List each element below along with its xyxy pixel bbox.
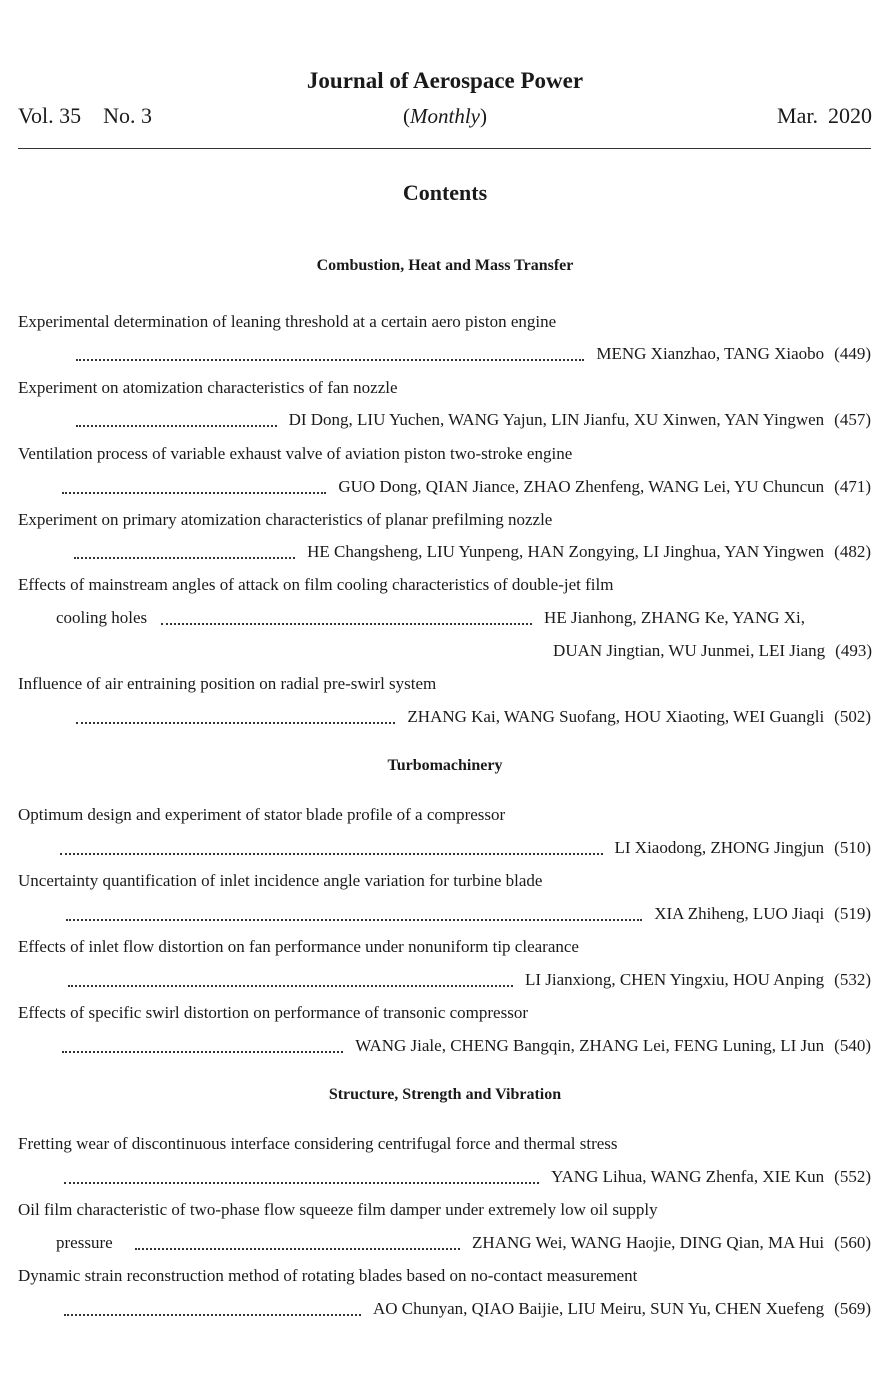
article-title-continued: cooling holes	[56, 608, 148, 627]
page-number: (552)	[834, 1167, 871, 1186]
article-authors: HE Jianhong, ZHANG Ke, YANG Xi,	[544, 608, 805, 627]
page-number: (493)	[835, 641, 872, 660]
article-authors-row	[18, 1034, 871, 1058]
article-authors-row	[553, 639, 872, 663]
issue-month: Mar.	[777, 103, 818, 128]
article-title: Effects of specific swirl distortion on performance of transonic compressor	[18, 1003, 528, 1022]
page-number: (532)	[834, 970, 871, 989]
dot-leader	[66, 919, 642, 921]
article-authors-continued: DUAN Jingtian, WU Junmei, LEI Jiang	[553, 641, 826, 660]
section-title: Structure, Strength and Vibration	[328, 1086, 562, 1103]
article-authors-row	[18, 836, 871, 860]
volume: Vol. 35	[18, 103, 82, 128]
header-rule	[18, 148, 871, 149]
contents-title: Contents	[402, 180, 488, 205]
page-number: (502)	[834, 707, 871, 726]
article-authors-row	[18, 1297, 871, 1321]
dot-leader	[76, 425, 277, 427]
article-title: Oil film characteristic of two-phase flow squeeze film damper under extremely low oil supply	[18, 1200, 658, 1219]
dot-leader	[76, 722, 395, 724]
article-title: Uncertainty quantification of inlet incidence angle variation for turbine blade	[18, 871, 543, 890]
journal-title: Journal of Aerospace Power	[306, 68, 584, 93]
page-number: (540)	[834, 1036, 871, 1055]
dot-leader	[64, 1314, 361, 1316]
article-authors: XIA Zhiheng, LUO Jiaqi	[654, 904, 825, 923]
article-authors-row	[18, 540, 871, 564]
article-authors: ZHANG Kai, WANG Suofang, HOU Xiaoting, WEI Guangli	[407, 707, 825, 726]
article-authors-row	[18, 1165, 871, 1189]
issue-year: 2020	[828, 103, 872, 128]
section-title: Turbomachinery	[387, 757, 503, 774]
article-authors: GUO Dong, QIAN Jiance, ZHAO Zhenfeng, WANG Lei, YU Chuncun	[338, 477, 825, 496]
journal-header	[0, 0, 890, 160]
issue-date	[777, 101, 872, 131]
article-title: Experiment on primary atomization characteristics of planar prefilming nozzle	[18, 510, 553, 529]
article-authors-row	[18, 902, 871, 926]
article-authors-row	[18, 342, 871, 366]
page-number: (560)	[834, 1233, 871, 1252]
issue-number: No. 3	[103, 103, 153, 128]
dot-leader	[62, 492, 326, 494]
page-number: (510)	[834, 838, 871, 857]
dot-leader	[64, 1182, 539, 1184]
article-authors: WANG Jiale, CHENG Bangqin, ZHANG Lei, FENG Luning, LI Jun	[355, 1036, 825, 1055]
article-authors: AO Chunyan, QIAO Baijie, LIU Meiru, SUN Yu, CHEN Xuefeng	[372, 1299, 825, 1318]
article-title: Fretting wear of discontinuous interface considering centrifugal force and thermal stress	[18, 1134, 618, 1153]
frequency: (Monthly)	[403, 104, 487, 128]
article-authors-row	[18, 475, 871, 499]
article-authors-row	[18, 408, 871, 432]
page-number: (457)	[834, 410, 871, 429]
article-title: Dynamic strain reconstruction method of rotating blades based on no-contact measurement	[18, 1266, 638, 1285]
article-authors: MENG Xianzhao, TANG Xiaobo	[596, 344, 825, 363]
dot-leader	[161, 623, 532, 625]
page-number: (482)	[834, 542, 871, 561]
article-authors-row	[18, 606, 871, 630]
article-title-continued: pressure	[56, 1233, 113, 1252]
article-authors-row	[18, 1231, 871, 1255]
page-number: (471)	[834, 477, 871, 496]
article-authors: LI Jianxiong, CHEN Yingxiu, HOU Anping	[524, 970, 825, 989]
dot-leader	[135, 1248, 460, 1250]
frequency-label: Monthly	[410, 104, 480, 128]
section-title: Combustion, Heat and Mass Transfer	[316, 257, 574, 274]
article-title: Experiment on atomization characteristics of fan nozzle	[18, 378, 398, 397]
article-authors: YANG Lihua, WANG Zhenfa, XIE Kun	[551, 1167, 825, 1186]
article-title: Optimum design and experiment of stator blade profile of a compressor	[18, 805, 506, 824]
dot-leader	[76, 359, 584, 361]
page-number: (569)	[834, 1299, 871, 1318]
article-title: Experimental determination of leaning threshold at a certain aero piston engine	[18, 312, 557, 331]
dot-leader	[74, 557, 295, 559]
article-authors-row	[18, 968, 871, 992]
article-title: Effects of inlet flow distortion on fan performance under nonuniform tip clearance	[18, 937, 579, 956]
article-title: Influence of air entraining position on radial pre-swirl system	[18, 674, 437, 693]
article-title: Ventilation process of variable exhaust valve of aviation piston two-stroke engine	[18, 444, 573, 463]
page-number: (449)	[834, 344, 871, 363]
article-authors: LI Xiaodong, ZHONG Jingjun	[614, 838, 825, 857]
article-authors-row	[18, 705, 871, 729]
page-number: (519)	[834, 904, 871, 923]
dot-leader	[60, 853, 603, 855]
article-authors: DI Dong, LIU Yuchen, WANG Yajun, LIN Jianfu, XU Xinwen, YAN Yingwen	[288, 410, 825, 429]
dot-leader	[68, 985, 513, 987]
article-authors: HE Changsheng, LIU Yunpeng, HAN Zongying, LI Jinghua, YAN Yingwen	[307, 542, 825, 561]
article-title: Effects of mainstream angles of attack on film cooling characteristics of double-jet film	[18, 575, 614, 594]
article-authors: ZHANG Wei, WANG Haojie, DING Qian, MA Hui	[472, 1233, 825, 1252]
dot-leader	[62, 1051, 343, 1053]
